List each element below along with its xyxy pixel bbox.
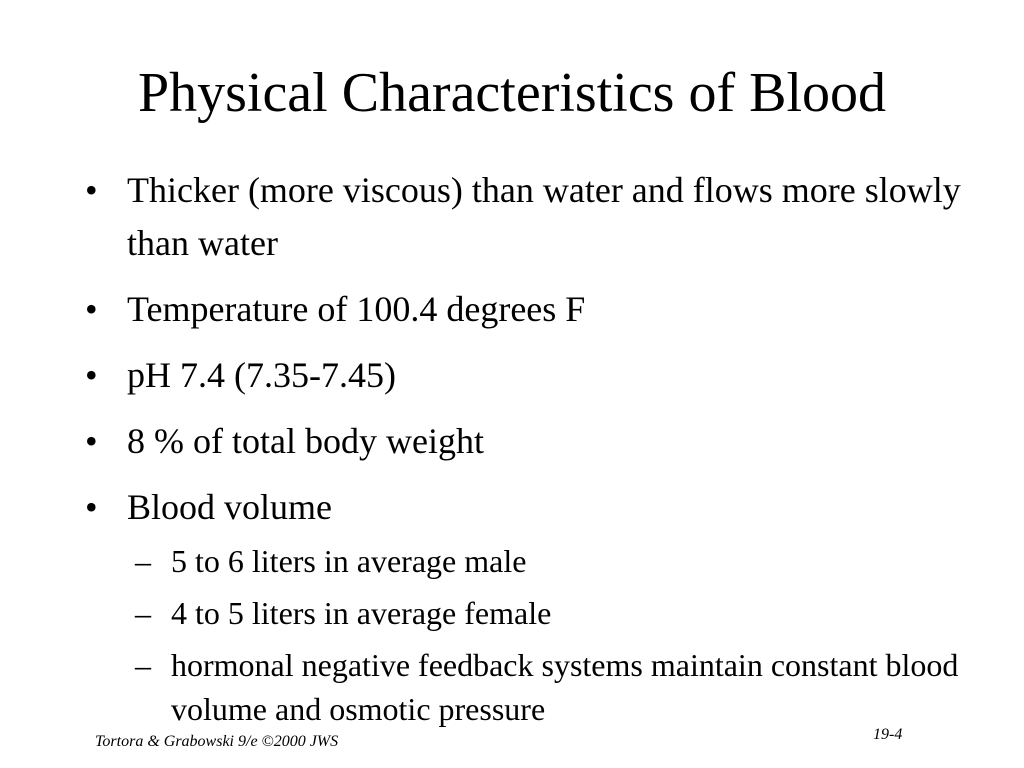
bullet-item bbox=[85, 415, 965, 468]
bullet-marker: • bbox=[85, 421, 98, 461]
bullet-item bbox=[85, 481, 965, 534]
slide-title: Physical Characteristics of Blood bbox=[137, 62, 887, 124]
bullet-text: 8 % of total body weight bbox=[127, 421, 484, 461]
sub-bullet-item bbox=[135, 591, 1015, 635]
bullet-marker: • bbox=[85, 355, 98, 395]
bullet-item bbox=[85, 164, 965, 270]
slide-number: 19-4 bbox=[873, 726, 903, 743]
bullet-marker: • bbox=[85, 170, 98, 210]
sub-bullet-text: 5 to 6 liters in average male bbox=[171, 543, 527, 579]
bullet-marker: • bbox=[85, 289, 98, 329]
bullet-item bbox=[85, 349, 965, 402]
sub-bullet-marker: – bbox=[135, 595, 151, 631]
bullet-text: Thicker (more viscous) than water and flows more slowly than water bbox=[127, 170, 961, 263]
bullet-list bbox=[85, 164, 965, 538]
sub-bullet-item bbox=[135, 643, 1015, 731]
sub-bullet-text: 4 to 5 liters in average female bbox=[171, 595, 552, 631]
footer-credit: Tortora & Grabowski 9/e ©2000 JWS bbox=[95, 733, 339, 750]
bullet-marker: • bbox=[85, 487, 98, 527]
sub-bullet-marker: – bbox=[135, 647, 151, 683]
sub-bullet-text: hormonal negative feedback systems maintain constant blood volume and osmotic pressure bbox=[171, 647, 959, 727]
bullet-text: pH 7.4 (7.35-7.45) bbox=[127, 355, 396, 395]
sub-bullet-list bbox=[85, 539, 1015, 739]
bullet-item bbox=[85, 283, 965, 336]
bullet-text: Temperature of 100.4 degrees F bbox=[127, 289, 586, 329]
bullet-text: Blood volume bbox=[127, 487, 332, 527]
sub-bullet-item bbox=[135, 539, 1015, 583]
sub-bullet-marker: – bbox=[135, 543, 151, 579]
